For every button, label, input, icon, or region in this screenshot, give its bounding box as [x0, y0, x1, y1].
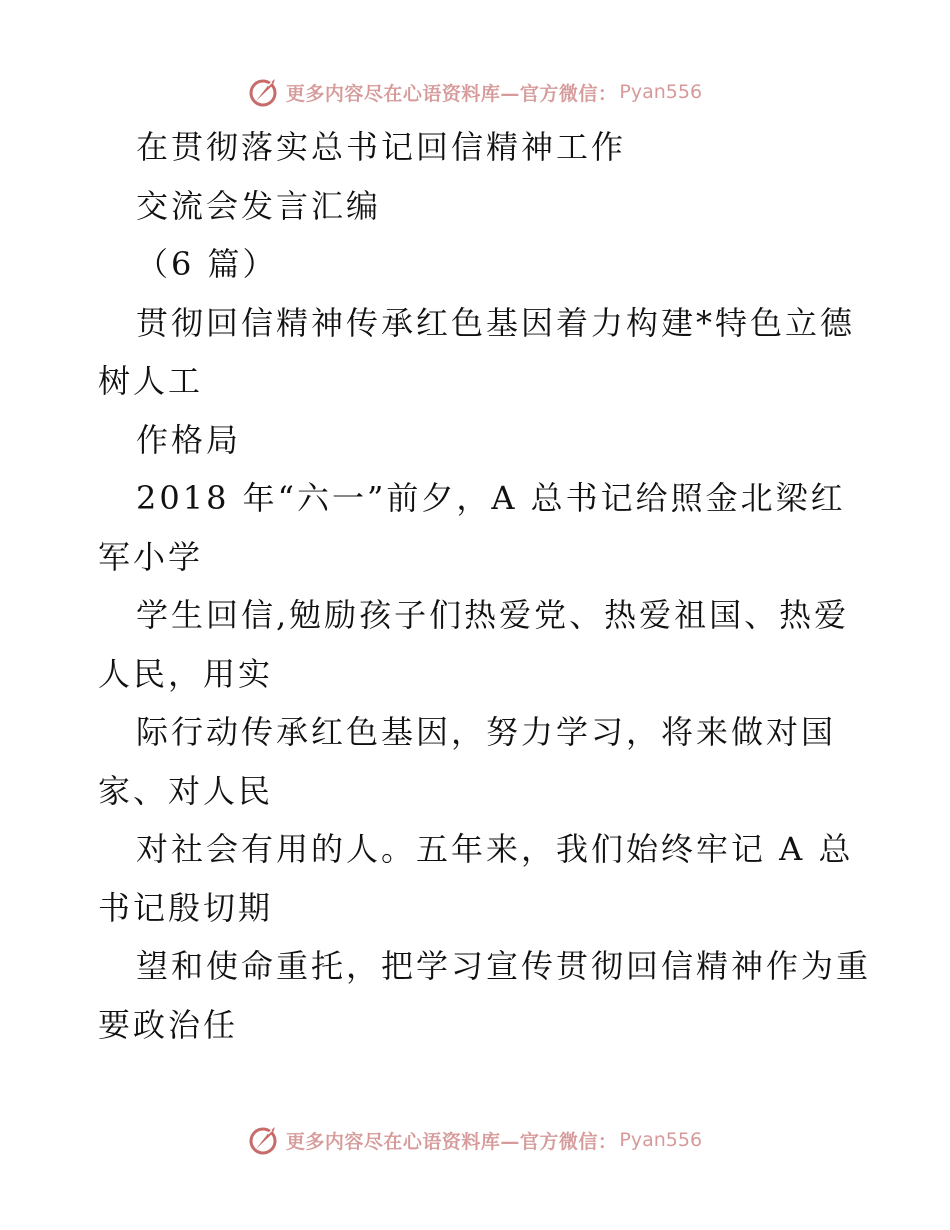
text-line: 望和使命重托，把学习宣传贯彻回信精神作为重 [136, 947, 872, 985]
footer-watermark [0, 1120, 950, 1160]
text-line: 学生回信,勉励孩子们热爱党、热爱祖国、热爱 [136, 596, 850, 634]
document-body [98, 118, 878, 1054]
text-line: 要政治任 [98, 1005, 239, 1044]
text-line: 贯彻回信精神传承红色基因着力构建*特色立德 [136, 303, 856, 342]
text-line: 家、对人民 [98, 771, 274, 810]
text-line: （6 篇） [136, 245, 278, 283]
text-line: 书记殷切期 [98, 888, 274, 927]
text-line: 人民，用实 [98, 654, 274, 693]
watermark-wechat-id: Pyan556 [619, 1129, 703, 1151]
text-line: 对社会有用的人。五年来，我们始终牢记 A 总 [136, 830, 854, 868]
text-line: 际行动传承红色基因，努力学习，将来做对国 [136, 713, 837, 751]
watermark-text: 更多内容尽在心语资料库—官方微信： [285, 82, 618, 105]
pen-logo-icon [248, 75, 282, 109]
text-line: 树人工 [98, 362, 204, 400]
watermark-wechat-id: Pyan556 [619, 81, 703, 103]
pen-logo-icon [248, 1123, 282, 1157]
text-line: 作格局 [136, 420, 242, 459]
header-watermark [0, 72, 950, 112]
text-line: 交流会发言汇编 [136, 186, 382, 225]
text-line: 2018 年“六一”前夕，A 总书记给照金北梁红 [136, 479, 846, 517]
watermark-text: 更多内容尽在心语资料库—官方微信： [285, 1130, 618, 1153]
text-line: 军小学 [98, 537, 204, 576]
text-line: 在贯彻落实总书记回信精神工作 [136, 128, 627, 166]
